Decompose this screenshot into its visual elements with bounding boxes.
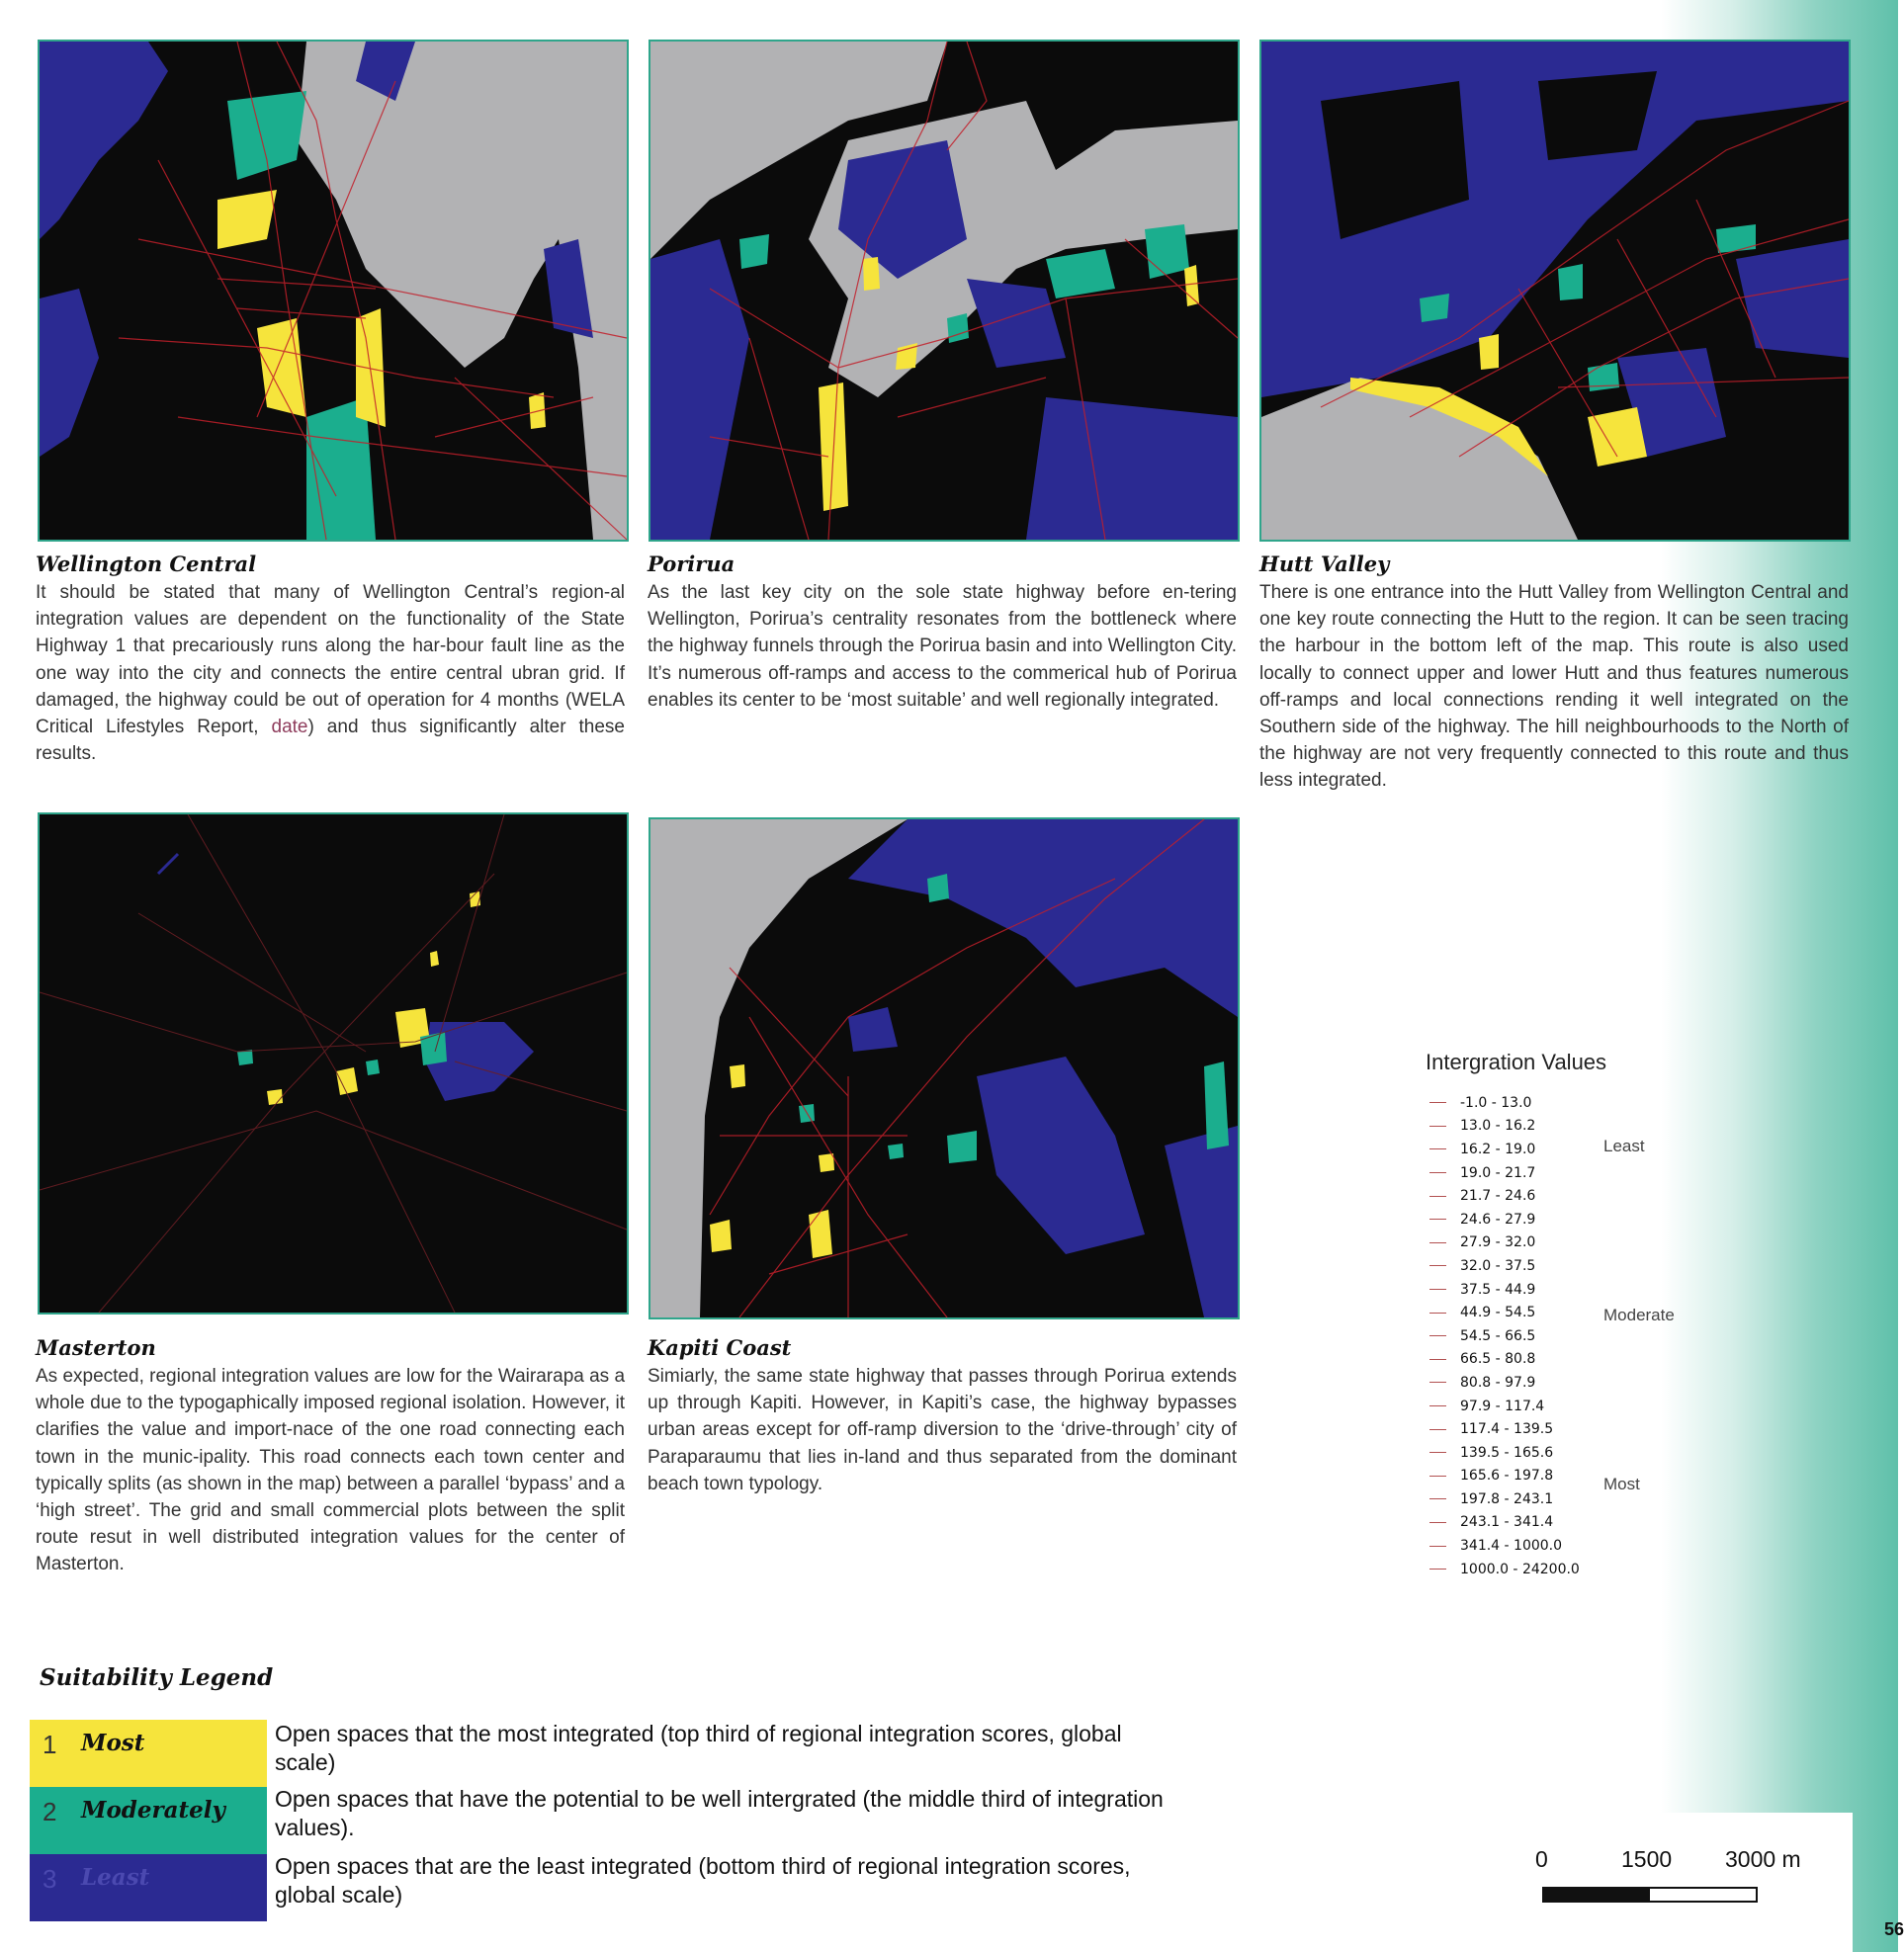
scale-label-zero: 0 bbox=[1535, 1846, 1548, 1872]
hutt-map-graphic bbox=[1261, 42, 1849, 540]
scale-bar-panel bbox=[1513, 1813, 1853, 1952]
legend-line-swatch bbox=[1429, 1242, 1446, 1243]
legend-row bbox=[1429, 1161, 1580, 1185]
porirua-map-graphic bbox=[650, 42, 1238, 540]
suitability-desc-most: Open spaces that the most integrated (top third of regional integration scores, global scale) bbox=[275, 1721, 1122, 1775]
suitability-desc-least: Open spaces that are the least integrated (bottom third of regional integration scores, global scale) bbox=[275, 1853, 1131, 1908]
legend-band-moderate: Moderate bbox=[1603, 1306, 1675, 1324]
legend-range: 27.9 - 32.0 bbox=[1460, 1234, 1536, 1251]
legend-band-least: Least bbox=[1603, 1137, 1645, 1155]
legend-range: 243.1 - 341.4 bbox=[1460, 1514, 1554, 1531]
scale-label-end: 3000 m bbox=[1725, 1846, 1801, 1872]
map-porirua bbox=[649, 40, 1240, 542]
wellington-body-end: ) and thus significantly alter these results. bbox=[36, 717, 625, 765]
legend-range: 1000.0 - 24200.0 bbox=[1460, 1561, 1580, 1577]
integration-legend-list bbox=[1429, 1091, 1580, 1580]
legend-row bbox=[1429, 1115, 1580, 1139]
legend-line-swatch bbox=[1429, 1382, 1446, 1383]
map-kapiti-coast bbox=[649, 817, 1240, 1319]
legend-range: -1.0 - 13.0 bbox=[1460, 1094, 1532, 1111]
legend-range: 13.0 - 16.2 bbox=[1460, 1118, 1536, 1135]
suitability-desc-moderately: Open spaces that have the potential to be well intergrated (the middle third of integration values). bbox=[275, 1786, 1164, 1840]
legend-line-swatch bbox=[1429, 1313, 1446, 1314]
legend-range: 66.5 - 80.8 bbox=[1460, 1351, 1536, 1368]
suitability-label: Moderately bbox=[81, 1797, 225, 1824]
legend-line-swatch bbox=[1429, 1148, 1446, 1149]
legend-line-swatch bbox=[1429, 1172, 1446, 1173]
legend-range: 21.7 - 24.6 bbox=[1460, 1188, 1536, 1205]
legend-row bbox=[1429, 1395, 1580, 1418]
legend-row bbox=[1429, 1558, 1580, 1581]
kapiti-body: Simiarly, the same state highway that passes through Porirua extends up through Kapiti. However, in Kapiti’s case, the highway bypasses urban areas except for off-ramp diversion to the ‘drive-through’ city of Paraparaumu that lies in-land and thus separated from the dominant beach town typology. bbox=[648, 1366, 1237, 1494]
legend-row bbox=[1429, 1417, 1580, 1441]
map-wellington-central bbox=[38, 40, 629, 542]
scale-label-mid: 1500 bbox=[1621, 1846, 1673, 1872]
integration-legend-title: Intergration Values bbox=[1426, 1050, 1607, 1074]
legend-row bbox=[1429, 1184, 1580, 1208]
legend-range: 19.0 - 21.7 bbox=[1460, 1164, 1536, 1181]
legend-range: 139.5 - 165.6 bbox=[1460, 1444, 1554, 1461]
legend-range: 32.0 - 37.5 bbox=[1460, 1257, 1536, 1274]
legend-row bbox=[1429, 1301, 1580, 1324]
masterton-body: As expected, regional integration values are low for the Wairarapa as a whole due to the typogaphically imposed regional isolation. However, it clarifies the value and import-nace of the one road connecting each town in the munic-ipality. This road connects each town center and typically splits (as shown in the map) between a parallel ‘bypass’ and a ‘high street’. The grid and small commercial plots between the split route resut in well distributed integration values for the center of Masterton. bbox=[36, 1366, 626, 1575]
suitability-label: Most bbox=[81, 1730, 145, 1756]
legend-row bbox=[1429, 1441, 1580, 1465]
legend-row bbox=[1429, 1091, 1580, 1115]
porirua-body: As the last key city on the sole state highway before en-tering Wellington, Porirua’s centrality resonates from the bottleneck where the highway funnels through the Porirua basin and into Wellington City. It’s numerous off-ramps and access to the commerical hub of Porirua enables its center to be ‘most suitable’ and well regionally integrated. bbox=[648, 582, 1237, 711]
legend-range: 165.6 - 197.8 bbox=[1460, 1468, 1554, 1485]
map-masterton bbox=[38, 812, 629, 1315]
suitability-number: 1 bbox=[43, 1730, 57, 1759]
map-hutt-valley bbox=[1259, 40, 1851, 542]
legend-row bbox=[1429, 1534, 1580, 1558]
legend-row bbox=[1429, 1348, 1580, 1372]
legend-line-swatch bbox=[1429, 1126, 1446, 1127]
masterton-map-graphic bbox=[40, 814, 627, 1313]
legend-line-swatch bbox=[1429, 1335, 1446, 1336]
legend-row bbox=[1429, 1278, 1580, 1302]
legend-range: 24.6 - 27.9 bbox=[1460, 1211, 1536, 1228]
legend-row bbox=[1429, 1465, 1580, 1488]
legend-line-swatch bbox=[1429, 1452, 1446, 1453]
legend-line-swatch bbox=[1429, 1289, 1446, 1290]
hutt-body: There is one entrance into the Hutt Valley from Wellington Central and one key route connecting the Hutt to the region. It can be seen tracing the harbour in the bottom left of the map. This route is also used locally to connect upper and lower Hutt and thus features numerous off-ramps and local connections rending it well integrated on the Southern side of the highway. The hill neighbourhoods to the North of the highway are not very frequently connected to this route and thus less integrated. bbox=[1259, 582, 1849, 792]
legend-range: 97.9 - 117.4 bbox=[1460, 1398, 1545, 1414]
legend-row bbox=[1429, 1254, 1580, 1278]
legend-range: 54.5 - 66.5 bbox=[1460, 1327, 1536, 1344]
porirua-hills-least-3 bbox=[1026, 397, 1238, 540]
wellington-park-most-4 bbox=[529, 392, 546, 429]
legend-range: 117.4 - 139.5 bbox=[1460, 1421, 1554, 1438]
suitability-row-least bbox=[30, 1854, 267, 1921]
wellington-map-graphic bbox=[40, 42, 627, 540]
legend-row bbox=[1429, 1231, 1580, 1255]
suitability-number: 2 bbox=[43, 1797, 57, 1826]
legend-line-swatch bbox=[1429, 1569, 1446, 1570]
suitability-number: 3 bbox=[43, 1864, 57, 1894]
kapiti-map-graphic bbox=[650, 819, 1238, 1317]
hutt-title: Hutt Valley bbox=[1259, 552, 1390, 576]
legend-row bbox=[1429, 1487, 1580, 1511]
legend-range: 44.9 - 54.5 bbox=[1460, 1305, 1536, 1321]
page-number: 56 bbox=[1884, 1919, 1904, 1939]
legend-line-swatch bbox=[1429, 1265, 1446, 1266]
legend-line-swatch bbox=[1429, 1196, 1446, 1197]
legend-line-swatch bbox=[1429, 1429, 1446, 1430]
suitability-legend-title: Suitability Legend bbox=[40, 1664, 274, 1691]
wellington-date-link[interactable]: date bbox=[271, 717, 308, 738]
legend-line-swatch bbox=[1429, 1219, 1446, 1220]
legend-band-most: Most bbox=[1603, 1475, 1640, 1493]
porirua-title: Porirua bbox=[648, 552, 736, 576]
masterton-title: Masterton bbox=[36, 1335, 156, 1360]
kapiti-title: Kapiti Coast bbox=[648, 1335, 792, 1360]
legend-line-swatch bbox=[1429, 1102, 1446, 1103]
legend-line-swatch bbox=[1429, 1405, 1446, 1406]
suitability-label: Least bbox=[81, 1864, 150, 1891]
legend-row bbox=[1429, 1324, 1580, 1348]
wellington-title: Wellington Central bbox=[36, 552, 257, 576]
scale-bar bbox=[1542, 1887, 1758, 1903]
legend-row bbox=[1429, 1138, 1580, 1161]
legend-row bbox=[1429, 1511, 1580, 1535]
scale-bar-fill bbox=[1544, 1889, 1650, 1901]
legend-line-swatch bbox=[1429, 1359, 1446, 1360]
legend-line-swatch bbox=[1429, 1498, 1446, 1499]
suitability-row-most bbox=[30, 1720, 267, 1787]
legend-range: 37.5 - 44.9 bbox=[1460, 1281, 1536, 1298]
wellington-body bbox=[36, 579, 625, 767]
legend-line-swatch bbox=[1429, 1522, 1446, 1523]
wellington-body-text: It should be stated that many of Wellington Central’s region-al integration values are dependent on the functionality of the State Highway 1 that precariously runs along the har-bour fault line as the one way into the city and connects the entire central ubran grid. If damaged, the highway could be out of operation for 4 months (WELA Critical Lifestyles Report, bbox=[36, 582, 625, 738]
legend-line-swatch bbox=[1429, 1546, 1446, 1547]
legend-range: 341.4 - 1000.0 bbox=[1460, 1538, 1563, 1555]
legend-range: 16.2 - 19.0 bbox=[1460, 1141, 1536, 1157]
legend-range: 80.8 - 97.9 bbox=[1460, 1374, 1536, 1391]
legend-row bbox=[1429, 1208, 1580, 1231]
legend-row bbox=[1429, 1371, 1580, 1395]
suitability-row-moderately bbox=[30, 1787, 267, 1854]
legend-line-swatch bbox=[1429, 1476, 1446, 1477]
legend-range: 197.8 - 243.1 bbox=[1460, 1490, 1554, 1507]
